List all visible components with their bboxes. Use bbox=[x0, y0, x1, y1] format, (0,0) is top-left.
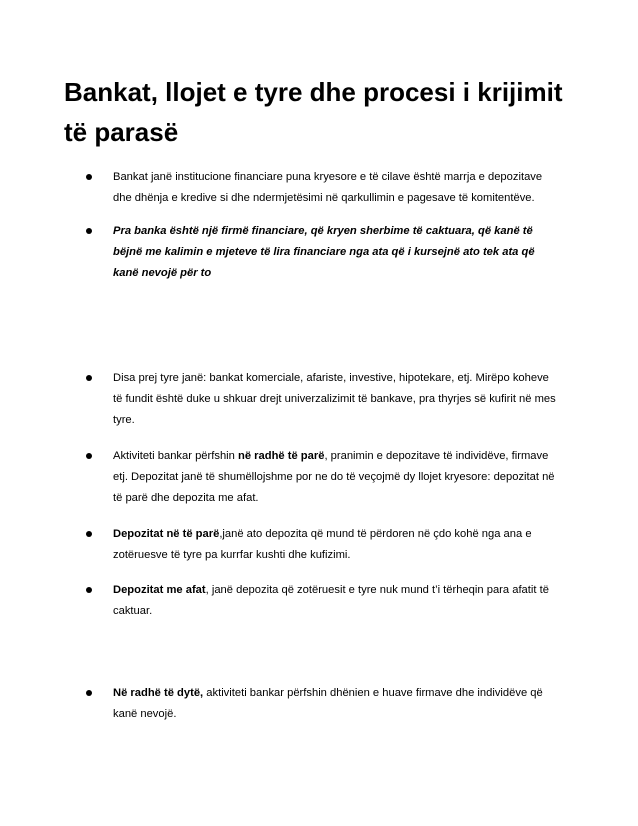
list-item bbox=[88, 368, 568, 431]
list-item-text bbox=[113, 446, 558, 509]
list-item-suffix: , janë depozita që zotëruesit e tyre nuk mund t’i tërheqin para afatit të caktuar. bbox=[113, 584, 549, 617]
list-item-text: Bankat janë institucione financiare puna kryesore e të cilave është marrja e depozitave dhe dhënja e kredive si dhe ndermjetësimi në qarkullimin e pagesave të komitentëve. bbox=[113, 171, 543, 204]
bullet-icon bbox=[86, 531, 92, 537]
list-item-text bbox=[113, 580, 558, 622]
list-item bbox=[88, 683, 568, 725]
list-item-suffix: aktiviteti bankar përfshin dhënien e huave firmave dhe individëve që kanë nevojë. bbox=[113, 687, 543, 720]
bullet-icon bbox=[86, 174, 92, 180]
bullet-icon bbox=[86, 375, 92, 381]
list-item-text bbox=[113, 524, 558, 566]
list-item bbox=[88, 221, 568, 284]
list-item-bold: Në radhë të dytë, bbox=[113, 687, 204, 699]
list-item bbox=[88, 167, 568, 209]
list-item-text bbox=[113, 683, 558, 725]
list-item-suffix: ,janë ato depozita që mund të përdoren në çdo kohë nga ana e zotëruesve të tyre pa kurrfar kushti dhe kufizimi. bbox=[113, 528, 532, 561]
list-item-bold: në radhë të parë bbox=[238, 450, 325, 462]
document-title: Bankat, llojet e tyre dhe procesi i krijimit të parasë bbox=[64, 77, 563, 147]
list-item-suffix: , pranimin e depozitave të individëve, firmave etj. Depozitat janë të shumëllojshme por ne do të veçojmë dy llojet kryesore: depozitat në të parë dhe depozita me afat. bbox=[113, 450, 555, 504]
list-item-prefix: Aktiviteti bankar përfshin bbox=[113, 450, 238, 462]
bullet-icon bbox=[86, 690, 92, 696]
list-item-bold: Depozitat në të parë bbox=[113, 528, 220, 540]
list-item-text: Pra banka është një firmë financiare, që kryen sherbime të caktuara, që kanë të bëjnë me kalimin e mjeteve të lira financiare nga ata që i kursejnë ato tek ata që kanë nevojë për to bbox=[113, 225, 535, 279]
list-item bbox=[88, 446, 568, 509]
bullet-icon bbox=[86, 587, 92, 593]
bullet-icon bbox=[86, 228, 92, 234]
list-item-bold: Depozitat me afat bbox=[113, 584, 206, 596]
list-item-text: Disa prej tyre janë: bankat komerciale, afariste, investive, hipotekare, etj. Mirëpo koheve të fundit është duke u shkuar drejt univerzalizimit të bankave, pra thyrjes së kufirit në mes tyre. bbox=[113, 372, 556, 426]
list-item bbox=[88, 524, 568, 566]
bullet-icon bbox=[86, 453, 92, 459]
list-item bbox=[88, 580, 568, 622]
